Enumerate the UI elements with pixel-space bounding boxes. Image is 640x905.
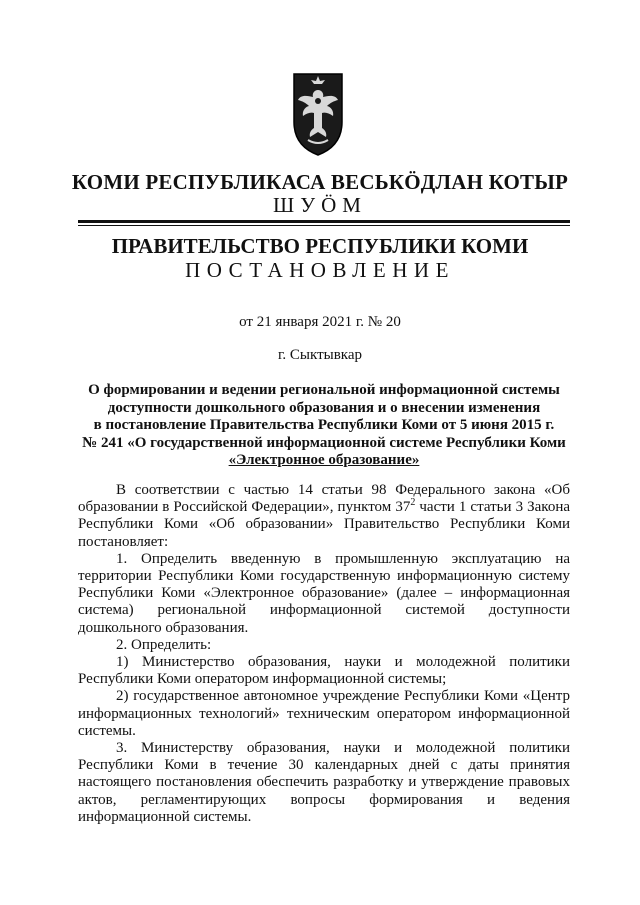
document-title — [78, 382, 570, 470]
header-divider-thin — [78, 225, 570, 226]
body-paragraph: 2. Определить: — [116, 636, 212, 653]
body-paragraph: 1. Определить введенную в промышленную эксплуатацию на территории Республики Коми государственную информационную систему Республики Коми «Электронное образование» (далее – информационная система) региональной информационной системой доступности дошкольного образования. — [78, 550, 570, 636]
header-divider-thick — [78, 220, 570, 223]
title-line: в постановление Правительства Республики Коми от 5 июня 2015 г. — [93, 417, 555, 433]
body-paragraph: В соответствии с частью 14 статьи 98 Федерального закона «Об образовании в Российской Федерации», пунктом $37^2$ части 1 статьи 3 Закона Республики Коми «Об образовании» Правительство Республики Коми постановляет: — [78, 482, 571, 550]
government-title: ПРАВИТЕЛЬСТВО РЕСПУБЛИКИ КОМИ — [111, 234, 529, 258]
title-line: О формировании и ведении региональной информационной системы — [88, 382, 560, 398]
title-line: № 241 «О государственной информационной системе Республики Коми — [82, 434, 566, 451]
superscript: 2 — [410, 497, 416, 509]
document-body — [78, 482, 570, 826]
document-city: г. Сыктывкар — [277, 347, 363, 363]
title-line: доступности дошкольного образования и о внесении изменения — [107, 399, 541, 416]
komi-coat-of-arms-icon — [290, 70, 346, 158]
komi-government-title: КОМИ РЕСПУБЛИКАСА ВЕСЬКӦДЛАН КОТЫР — [71, 170, 569, 194]
resolution-word: ПОСТАНОВЛЕНИЕ — [185, 258, 455, 282]
body-paragraph: 2) государственное автономное учреждение Республики Коми «Центр информационных технологий» техническим оператором информационной системы. — [78, 688, 570, 739]
title-line-underlined: «Электронное образование» — [228, 452, 420, 468]
body-paragraph: 3. Министерству образования, науки и молодежной политики Республики Коми в течение 30 календарных дней с даты принятия настоящего постановления обеспечить разработку и утверждение правовых актов, регламентирующих вопросы формирования и ведения информационной системы. — [78, 740, 570, 825]
document-date-number: от 21 января 2021 г. № 20 — [239, 314, 401, 330]
body-paragraph: 1) Министерство образования, науки и молодежной политики Республики Коми оператором информационной системы; — [78, 654, 570, 688]
komi-resolution-word: ШУӦМ — [273, 193, 367, 217]
